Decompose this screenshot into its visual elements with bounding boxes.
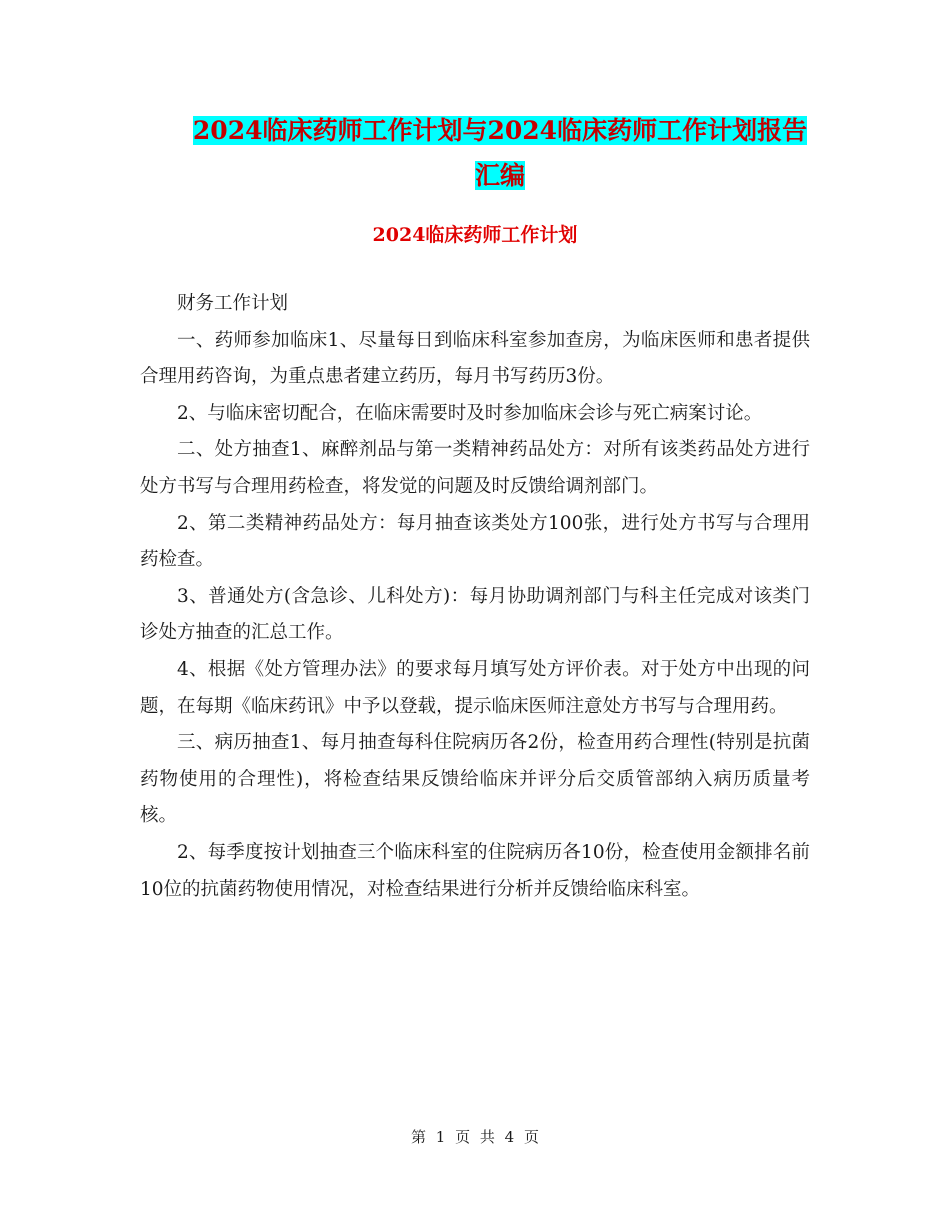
paragraph: 三、病历抽查1、每月抽查每科住院病历各2份，检查用药合理性(特别是抗菌药物使用的合理性)，将检查结果反馈给临床并评分后交质管部纳入病历质量考核。 (140, 732, 810, 827)
title-line-1: 2024临床药师工作计划与2024临床药师工作计划报告 (192, 116, 808, 145)
paragraph: 2、与临床密切配合，在临床需要时及时参加临床会诊与死亡病案讨论。 (177, 402, 763, 424)
title-line-2: 汇编 (474, 161, 525, 190)
paragraph: 一、药师参加临床1、尽量每日到临床科室参加查房，为临床医师和患者提供合理用药咨询，为重点患者建立药历，每月书写药历3份。 (140, 329, 810, 388)
paragraph: 3、普通处方(含急诊、儿科处方)：每月协助调剂部门与科主任完成对该类门诊处方抽查的汇总工作。 (140, 585, 810, 644)
paragraph: 2、第二类精神药品处方：每月抽查该类处方100张，进行处方书写与合理用药检查。 (140, 512, 810, 571)
section-title: 2024临床药师工作计划 (372, 224, 578, 246)
paragraph: 二、处方抽查1、麻醉剂品与第一类精神药品处方：对所有该类药品处方进行处方书写与合理用药检查，将发觉的问题及时反馈给调剂部门。 (140, 439, 810, 497)
document-title (175, 108, 825, 198)
body-text (140, 286, 810, 908)
paragraph: 2、每季度按计划抽查三个临床科室的住院病历各10份，检查使用金额排名前10位的抗菌药物使用情况，对检查结果进行分析并反馈给临床科室。 (140, 841, 810, 900)
page-footer: 第 1 页 共 4 页 (411, 1128, 539, 1146)
paragraph: 财务工作计划 (177, 293, 289, 314)
paragraph: 4、根据《处方管理办法》的要求每月填写处方评价表。对于处方中出现的问题，在每期《临床药讯》中予以登载，提示临床医师注意处方书写与合理用药。 (140, 658, 810, 717)
